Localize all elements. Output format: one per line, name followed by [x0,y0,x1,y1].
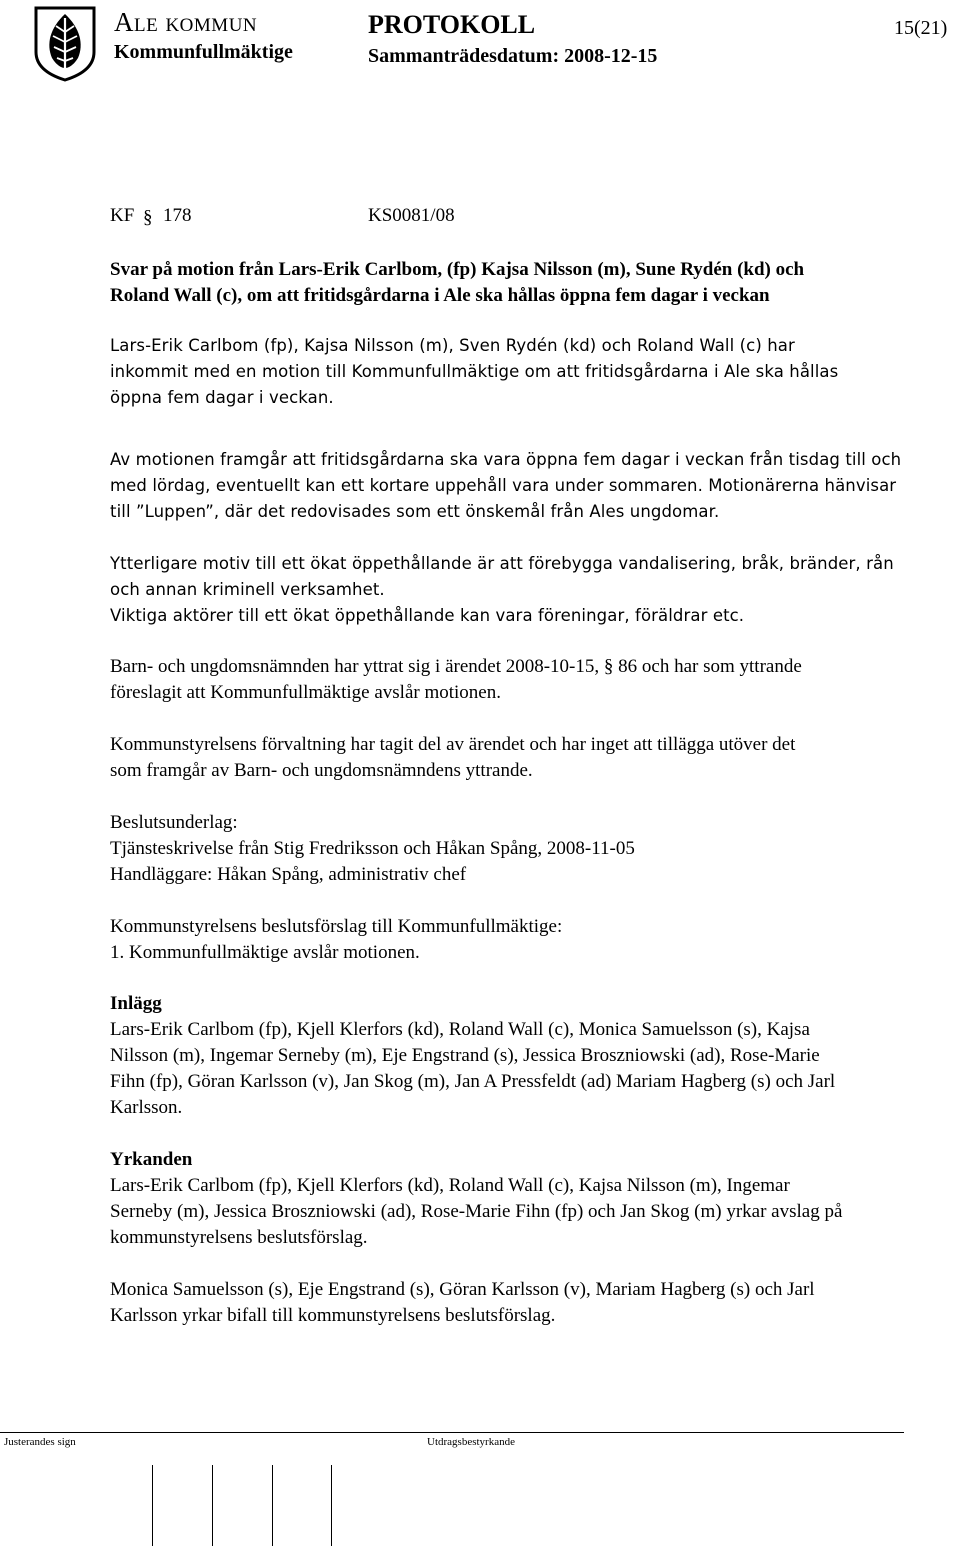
paragraph-sign-icon: § [603,656,614,677]
text-line: Nilsson (m), Ingemar Serneby (m), Eje Engstrand (s), Jessica Broszniowski (ad), Rose-Marie [110,1045,820,1066]
page-number: 15(21) [894,17,948,39]
footer-divider [0,1432,904,1433]
signature-box-divider [331,1465,332,1546]
text-line: föreslagit att Kommunfullmäktige avslår motionen. [110,682,501,703]
text-line: Kommunstyrelsens förvaltning har tagit del av ärendet och har inget att tillägga utöver det [110,734,796,755]
section-heading: Inlägg [110,993,162,1014]
text-line [110,654,960,680]
section-heading: Beslutsunderlag: [110,812,238,833]
title-line: Roland Wall (c), om att fritidsgårdarna i Ale ska hållas öppna fem dagar i veckan [110,285,770,306]
text-line: till ”Luppen”, där det redovisades som ett önskemål från Ales ungdomar. [110,502,720,521]
text-line: Monica Samuelsson (s), Eje Engstrand (s), Göran Karlsson (v), Mariam Hagberg (s) och Jarl [110,1279,815,1300]
committee-text-a: Barn- och ungdomsnämnden har yttrat sig i ärendet 2008-10-15, [110,656,600,677]
meeting-date: Sammanträdesdatum: 2008-12-15 [368,45,658,67]
text-line: som framgår av Barn- och ungdomsnämndens yttrande. [110,760,533,781]
speeches-section [110,991,960,1121]
case-kf: KF [110,205,135,226]
motions-paragraph-2 [110,1277,960,1329]
intro-paragraph [110,333,960,411]
motion-paragraph [110,447,960,525]
page-title [110,257,960,309]
administration-paragraph [110,732,960,784]
title-line: Svar på motion från Lars-Erik Carlbom, (fp) Kajsa Nilsson (m), Sune Rydén (kd) och [110,259,805,280]
text-line: Lars-Erik Carlbom (fp), Kajsa Nilsson (m), Sven Rydén (kd) och Roland Wall (c) har [110,336,795,355]
proposal-item: 1. Kommunfullmäktige avslår motionen. [110,942,420,963]
signature-box-divider [272,1465,273,1546]
extract-certification-label: Utdragsbestyrkande [427,1436,515,1448]
paragraph-sign-icon: § [143,207,153,228]
committee-paragraph [110,654,960,706]
org-subtitle: Kommunfullmäktige [114,41,293,63]
leaf-shield-logo-icon [32,4,98,82]
text-line: Tjänsteskrivelse från Stig Fredriksson och Håkan Spång, 2008-11-05 [110,838,635,859]
text-line: Viktiga aktörer till ett ökat öppethållande kan vara föreningar, föräldrar etc. [110,606,745,625]
case-number: 178 [163,205,192,226]
signature-label: Justerandes sign [4,1436,76,1448]
text-line: kommunstyrelsens beslutsförslag. [110,1227,368,1248]
case-diary-number: KS0081/08 [368,205,455,226]
text-line: inkommit med en motion till Kommunfullmäktige om att fritidsgårdarna i Ale ska hållas [110,362,839,381]
board-proposal [110,914,960,966]
text-line: öppna fem dagar i veckan. [110,388,334,407]
signature-box-divider [212,1465,213,1546]
text-line: Karlsson yrkar bifall till kommunstyrelsens beslutsförslag. [110,1305,556,1326]
text-line: med lördag, eventuellt kan ett kortare uppehåll vara under sommaren. Motionärerna hänvisar [110,476,897,495]
signature-box-divider [152,1465,153,1546]
section-heading: Kommunstyrelsens beslutsförslag till Kommunfullmäktige: [110,916,563,937]
text-line: Handläggare: Håkan Spång, administrativ chef [110,864,467,885]
text-line: Serneby (m), Jessica Broszniowski (ad), Rose-Marie Fihn (fp) och Jan Skog (m) yrkar avslag på [110,1201,843,1222]
decision-basis [110,810,960,888]
text-line: och annan kriminell verksamhet. [110,580,385,599]
text-line: Lars-Erik Carlbom (fp), Kjell Klerfors (kd), Roland Wall (c), Kajsa Nilsson (m), Ingemar [110,1175,790,1196]
text-line: Fihn (fp), Göran Karlsson (v), Jan Skog (m), Jan A Pressfeldt (ad) Mariam Hagberg (s) och Jarl [110,1071,836,1092]
committee-text-b: 86 och har som yttrande [618,656,802,677]
text-line: Ytterligare motiv till ett ökat öppethållande är att förebygga vandalisering, bråk, bränder, rån [110,554,894,573]
text-line: Karlsson. [110,1097,183,1118]
document-type: PROTOKOLL [368,10,536,39]
text-line: Av motionen framgår att fritidsgårdarna ska vara öppna fem dagar i veckan från tisdag till och [110,450,902,469]
section-heading: Yrkanden [110,1149,193,1170]
text-line: Lars-Erik Carlbom (fp), Kjell Klerfors (kd), Roland Wall (c), Monica Samuelsson (s), Kajsa [110,1019,810,1040]
motions-section [110,1147,960,1251]
org-name: Ale kommun [114,7,258,37]
motives-paragraph [110,551,960,629]
